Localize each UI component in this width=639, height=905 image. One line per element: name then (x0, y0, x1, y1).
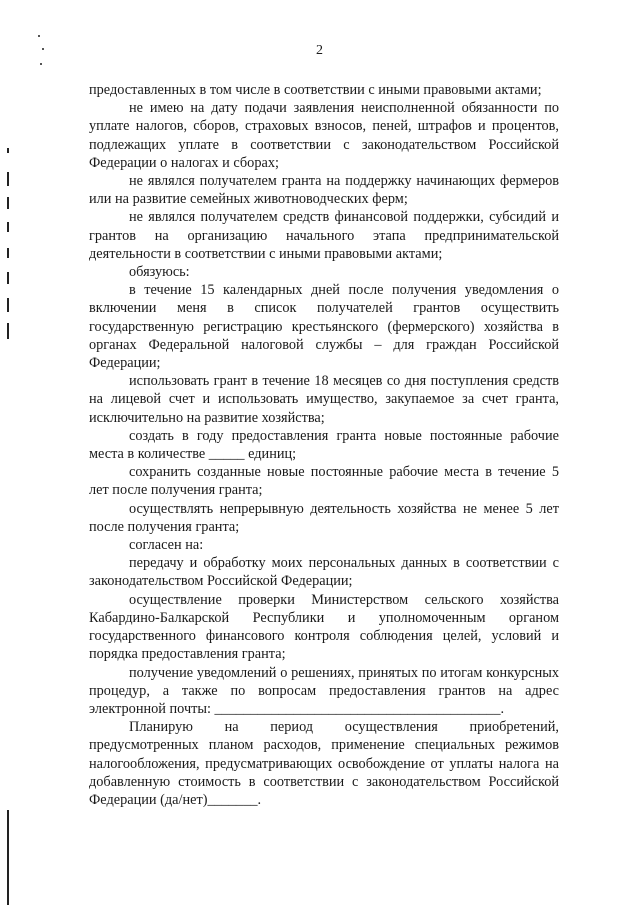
paragraph: передачу и обработку моих персональных данных в соответствии с законодательством Российской Федерации; (89, 555, 559, 590)
page-number: 2 (316, 43, 323, 58)
paragraph: не имею на дату подачи заявления неисполненной обязанности по уплате налогов, сборов, страховых взносов, пеней, штрафов и процентов, подлежащих уплате в соответствии с законодательством Российской Федерации о налогах и сборах; (89, 100, 559, 171)
paragraph: согласен на: (129, 537, 204, 554)
paragraph: Планирую на период осуществления приобретений, предусмотренных планом расходов, применение специальных режимов налогообложения, предусматривающих освобождение от уплаты налога на добавленную стоимость в соответствии с законодательством Российской Федерации (да/нет)_______. (89, 719, 559, 808)
paragraph: осуществлять непрерывную деятельность хозяйства не менее 5 лет после получения гранта; (89, 500, 559, 535)
paragraph: не являлся получателем средств финансовой поддержки, субсидий и грантов на организацию начального этапа предпринимательской деятельности в соответствии с иными правовыми актами; (89, 209, 559, 262)
scan-margin-mark (7, 222, 9, 232)
paragraph: получение уведомлений о решениях, принятых по итогам конкурсных процедур, а также по вопросам предоставления грантов на адрес электронной почты: ________________________________________. (89, 664, 559, 717)
paragraph: создать в году предоставления гранта новые постоянные рабочие места в количестве _____ единиц; (89, 427, 559, 463)
scan-speck (38, 35, 40, 37)
paragraph: не являлся получателем гранта на поддержку начинающих фермеров или на развитие семейных животноводческих ферм; (89, 173, 559, 208)
scan-margin-mark (7, 298, 9, 312)
paragraph: использовать грант в течение 18 месяцев со дня поступления средств на лицевой счет и использовать имущество, закупаемое за счет гранта, исключительно на развитие хозяйства; (89, 373, 559, 426)
paragraph: осуществление проверки Министерством сельского хозяйства Кабардино-Балкарской Республики и уполномоченным органом государственного финансового контроля соблюдения целей, условий и порядка предоставления гранта; (89, 591, 559, 663)
scan-margin-mark (7, 172, 9, 186)
scan-margin-mark (7, 148, 9, 153)
scan-margin-mark (7, 810, 9, 905)
paragraph: обязуюсь: (129, 264, 190, 281)
scan-margin-mark (7, 323, 9, 339)
paragraph: сохранить созданные новые постоянные рабочие места в течение 5 лет после получения гранта; (89, 464, 559, 499)
paragraph: предоставленных в том числе в соответствии с иными правовыми актами; (89, 82, 542, 98)
document-body (89, 81, 559, 809)
scan-margin-mark (7, 272, 9, 284)
scan-margin-mark (7, 197, 9, 209)
scan-speck (40, 63, 42, 65)
paragraph: в течение 15 календарных дней после получения уведомления о включении меня в список получателей грантов осуществить государственную регистрацию крестьянского (фермерского) хозяйства в органах Федеральной налоговой службы – для граждан Российской Федерации; (89, 282, 559, 372)
scan-margin-mark (7, 248, 9, 258)
